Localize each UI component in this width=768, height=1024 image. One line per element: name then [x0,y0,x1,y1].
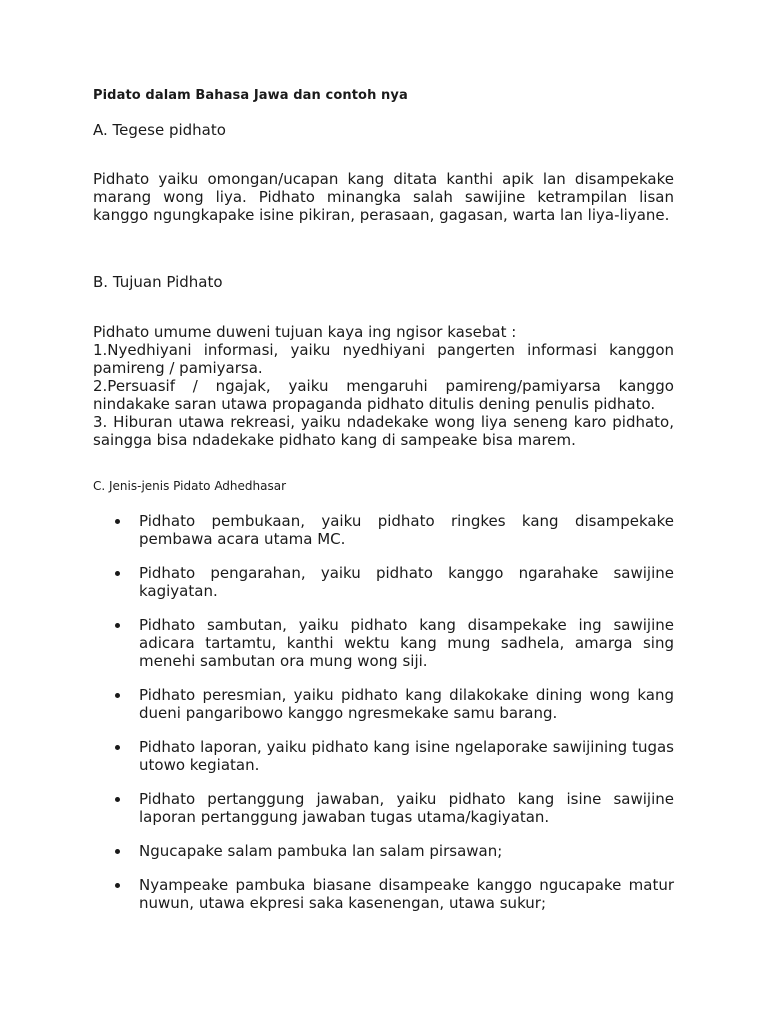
list-item [93,686,674,722]
list-item-text: Pidhato pertanggung jawaban, yaiku pidhato kang isine sawijine laporan pertanggung jawaban tugas utama/kagiyatan. [139,790,674,826]
section-b-item: 3. Hiburan utawa rekreasi, yaiku ndadekake wong liya seneng karo pidhato, saingga bisa ndadekake pidhato kang di sampeake bisa marem. [93,413,674,449]
list-item-text: Pidhato pembukaan, yaiku pidhato ringkes kang disampekake pembawa acara utama MC. [139,512,674,548]
bullet-icon [115,693,120,698]
list-item [93,842,674,860]
list-item-text: Ngucapake salam pambuka lan salam pirsawan; [139,842,503,860]
bullet-icon [115,623,120,628]
list-item-text: Pidhato peresmian, yaiku pidhato kang dilakokake dining wong kang dueni pangaribowo kanggo ngresmekake samu barang. [139,686,674,722]
list-item-text: Pidhato pengarahan, yaiku pidhato kanggo ngarahake sawijine kagiyatan. [139,564,674,600]
section-b-item: 1.Nyedhiyani informasi, yaiku nyedhiyani pangerten informasi kanggon pamireng / pamiyarsa. [93,341,674,377]
section-a-heading: A. Tegese pidhato [93,121,226,139]
bullet-icon [115,571,120,576]
section-b-item: 2.Persuasif / ngajak, yaiku mengaruhi pamireng/pamiyarsa kanggo nindakake saran utawa propaganda pidhato ditulis dening penulis pidhato. [93,377,674,413]
section-c-bullet-list [93,512,674,928]
bullet-icon [115,519,120,524]
list-item [93,616,674,670]
list-item [93,738,674,774]
document-title: Pidato dalam Bahasa Jawa dan contoh nya [93,88,408,103]
list-item [93,790,674,826]
bullet-icon [115,849,120,854]
list-item-text: Pidhato sambutan, yaiku pidhato kang disampekake ing sawijine adicara tartamtu, kanthi wektu kang mung sadhela, amarga sing menehi sambutan ora mung wong siji. [139,616,674,670]
list-item [93,564,674,600]
section-b-body [93,323,674,449]
list-item-text: Pidhato laporan, yaiku pidhato kang isine ngelaporake sawijining tugas utowo kegiatan. [139,738,674,774]
list-item [93,876,674,912]
bullet-icon [115,745,120,750]
section-c-heading: C. Jenis-jenis Pidato Adhedhasar [93,479,287,493]
section-b-heading: B. Tujuan Pidhato [93,273,223,291]
section-b-intro: Pidhato umume duweni tujuan kaya ing ngisor kasebat : [93,323,517,341]
bullet-icon [115,883,120,888]
section-a-paragraph: Pidhato yaiku omongan/ucapan kang ditata kanthi apik lan disampekake marang wong liya. Pidhato minangka salah sawijine ketrampilan lisan kanggo ngungkapake isine pikiran, perasaan, gagasan, warta lan liya-liyane. [93,170,674,224]
list-item [93,512,674,548]
bullet-icon [115,797,120,802]
list-item-text: Nyampeake pambuka biasane disampeake kanggo ngucapake matur nuwun, utawa ekpresi saka kasenengan, utawa sukur; [139,876,674,912]
